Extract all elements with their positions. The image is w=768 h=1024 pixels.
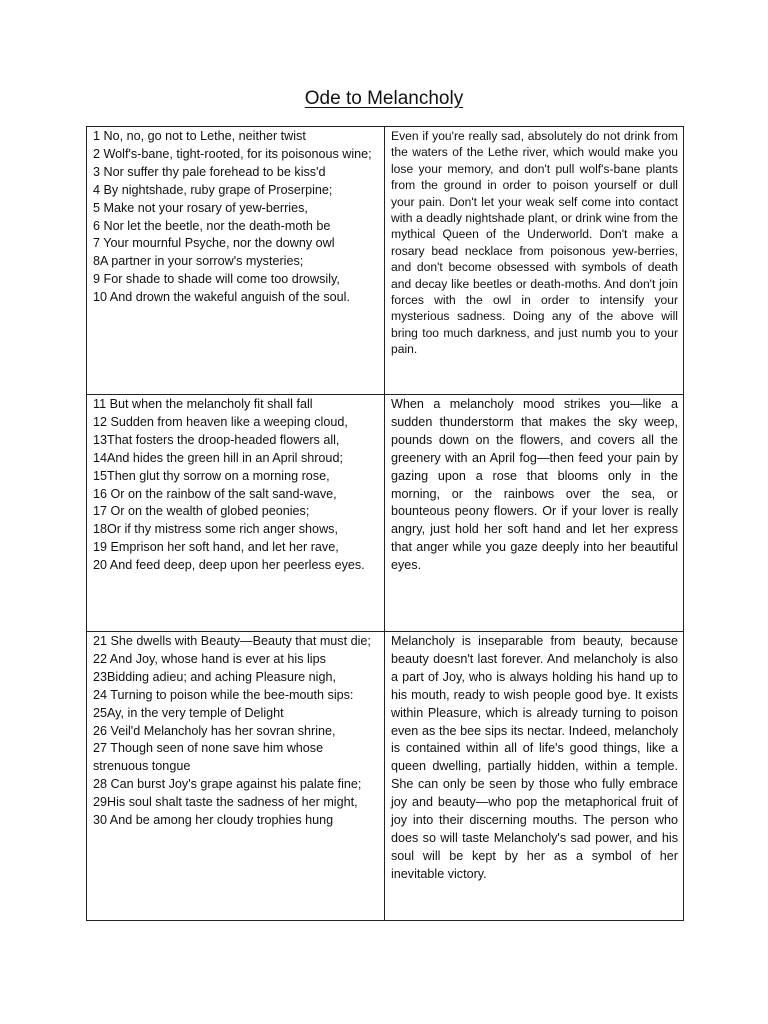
poem-line: 14And hides the green hill in an April shroud; [93,450,343,465]
poem-line: 28 Can burst Joy's grape against his palate fine; [93,777,362,792]
paraphrase-text: Melancholy is inseparable from beauty, because beauty doesn't last forever. And melancholy is also a part of Joy, who is always holding his hand up to his mouth, ready to wish people good bye. It exists within Pleasure, which is already turning to poison even as the bee sips its nectar. Indeed, melancholy is contained within all of life's good things, like a queen dwelling, partially hidden, within a temple. She can only be seen by those who fully embrace joy and beauty—who pop the metaphorical fruit of joy into their discerning mouths. The person who does so will taste Melancholy's sad power, and his soul will be kept by her as a symbol of her inevitable victory. [391,634,678,881]
poem-stanza-cell [87,632,385,921]
poem-line: 16 Or on the rainbow of the salt sand-wave, [93,486,337,501]
poem-line: 7 Your mournful Psyche, nor the downy owl [93,236,335,251]
poem-line: 23Bidding adieu; and aching Pleasure nigh, [93,669,336,684]
poem-line: 2 Wolf's-bane, tight-rooted, for its poisonous wine; [93,146,372,161]
poem-line: 26 Veil'd Melancholy has her sovran shrine, [93,723,336,738]
poem-stanza-cell [87,127,385,395]
poem-line: 8A partner in your sorrow's mysteries; [93,254,304,269]
poem-line: 20 And feed deep, deep upon her peerless eyes. [93,558,365,573]
ode-table [86,126,684,921]
poem-line: 3 Nor suffer thy pale forehead to be kiss'd [93,164,326,179]
poem-line: 18Or if thy mistress some rich anger shows, [93,522,338,537]
poem-line: 30 And be among her cloudy trophies hung [93,813,334,828]
poem-line: 12 Sudden from heaven like a weeping cloud, [93,414,348,429]
poem-line: 22 And Joy, whose hand is ever at his lips [93,651,326,666]
table-row [87,632,684,921]
poem-line: 4 By nightshade, ruby grape of Proserpine; [93,182,333,197]
paraphrase-text: When a melancholy mood strikes you—like a sudden thunderstorm that makes the sky weep, pounds down on the flowers, and covers all the greenery with an April fog—then feed your pain by gazing upon a rose that blooms only in the morning, or the rainbows over the sea, or bounteous peony flowers. Or if your lover is really angry, just hold her soft hand and let her express that anger while you gaze deeply into her beautiful eyes. [391,397,678,573]
poem-line: 5 Make not your rosary of yew-berries, [93,200,308,215]
poem-line: 27 Though seen of none save him whose strenuous tongue [93,741,324,774]
poem-line: 25Ay, in the very temple of Delight [93,705,284,720]
poem-line: 24 Turning to poison while the bee-mouth sips: [93,687,354,702]
poem-line: 17 Or on the wealth of globed peonies; [93,504,310,519]
poem-line: 1 No, no, go not to Lethe, neither twist [93,129,306,143]
page-title: Ode to Melancholy [304,88,464,109]
poem-line: 9 For shade to shade will come too drowsily, [93,272,340,287]
poem-line: 15Then glut thy sorrow on a morning rose, [93,468,330,483]
paraphrase-cell [385,632,684,921]
poem-line: 10 And drown the wakeful anguish of the soul. [93,290,350,305]
poem-stanza-cell [87,395,385,632]
table-row [87,395,684,632]
paraphrase-cell [385,127,684,395]
poem-line: 6 Nor let the beetle, nor the death-moth be [93,218,331,233]
table-row [87,127,684,395]
paraphrase-text: Even if you're really sad, absolutely do not drink from the waters of the Lethe river, which would make you lose your memory, and don't pull wolf's-bane plants from the ground in order to poison yourself or dull your pain. Don't let your weak self come into contact with a deadly nightshade plant, or drink wine from the mythical Queen of the Underworld. Don't make a rosary bead necklace from poisonous yew-berries, and don't become obsessed with symbols of death and decay like beetles or death-moths. And don't join forces with the owl in order to intensify your mysterious sadness. Doing any of the above will bring too much darkness, and just numb you to your pain. [391,129,678,357]
poem-line: 13That fosters the droop-headed flowers all, [93,432,340,447]
paraphrase-cell [385,395,684,632]
poem-line: 21 She dwells with Beauty—Beauty that must die; [93,634,371,648]
poem-line: 29His soul shalt taste the sadness of her might, [93,795,358,810]
poem-line: 11 But when the melancholy fit shall fall [93,397,313,411]
poem-line: 19 Emprison her soft hand, and let her rave, [93,540,339,555]
